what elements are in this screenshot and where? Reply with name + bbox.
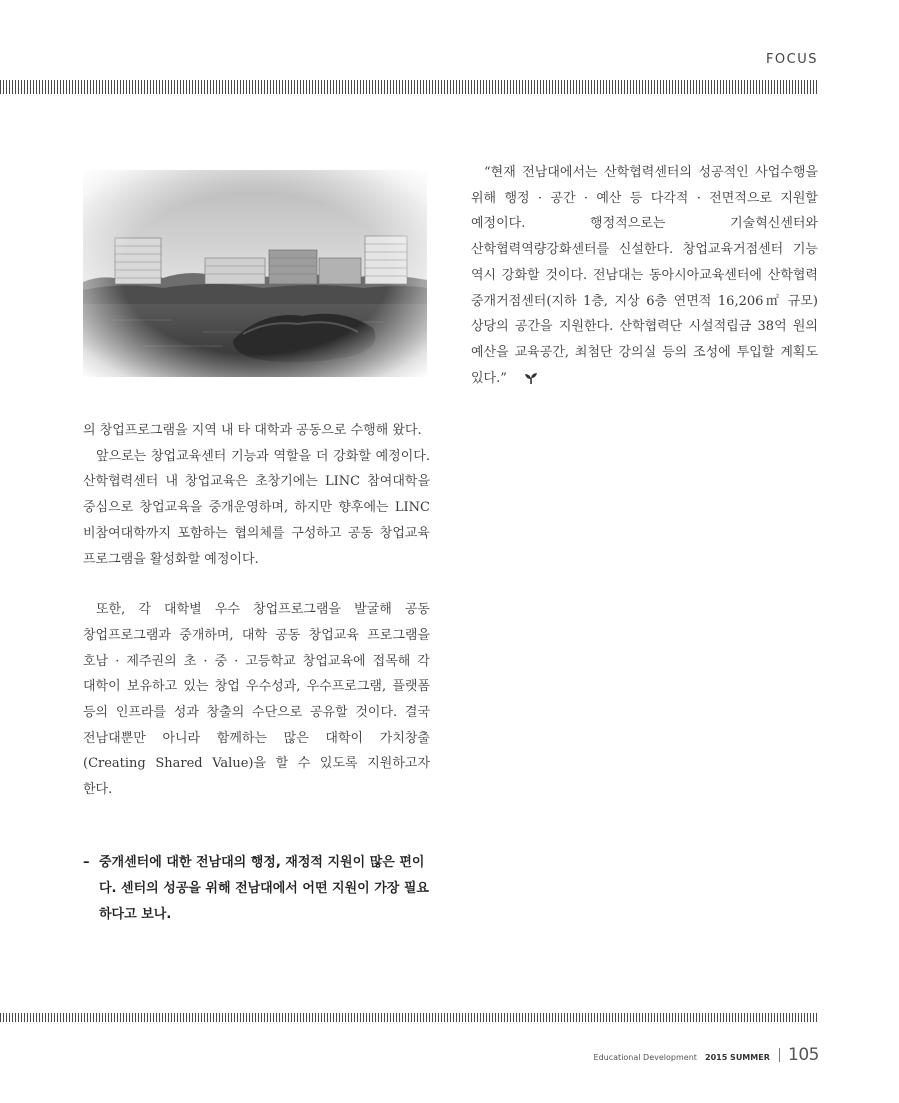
question-dash: –: [83, 855, 90, 870]
question-text: 중개센터에 대한 전남대의 행정, 재정적 지원이 많은 편이다. 센터의 성공을 위해 전남대에서 어떤 지원이 가장 필요하다고 보나.: [99, 855, 429, 922]
body-paragraph-2: 앞으로는 창업교육센터 기능과 역할을 더 강화할 예정이다. 산학협력센터 내 창업교육은 초창기에는 LINC 참여대학을 중심으로 창업교육을 중개운영하며, 하지만 향후에는 LINC 비참여대학까지 포함하는 협의체를 구성하고 공동 창업교육 프로그램을 활성화할 예정이다.: [83, 448, 430, 567]
page-footer: [594, 1045, 819, 1065]
section-label: FOCUS: [765, 52, 818, 67]
quote-paragraph: [471, 160, 818, 393]
sprout-icon: [511, 368, 538, 394]
interview-question: [83, 850, 430, 928]
quote-text: “현재 전남대에서는 산학협력센터의 성공적인 사업수행을 위해 행정 · 공간 · 예산 등 다각적 · 전면적으로 지원할 예정이다. 행정적으로는 기술혁신센터와 산학협력역량강화센터를 신설한다. 창업교육거점센터 기능 역시 강화할 것이다. 전남대는 동아시아교육센터에 산학협력 중개거점센터(지하 1층, 지상 6층 연면적 16,206㎡ 규모) 상당의 공간을 지원한다. 산학협력단 시설적립금 38억 원의 예산을 교육공간, 최첨단 강의실 등의 조성에 투입할 계획도 있다.”: [471, 165, 818, 386]
body-paragraph-3: 또한, 각 대학별 우수 창업프로그램을 발굴해 공동 창업프로그램과 중개하며, 대학 공동 창업교육 프로그램을 호남 · 제주권의 초 · 중 · 고등학교 창업교육에 접목해 각 대학이 보유하고 있는 창업 우수성과, 우수프로그램, 플랫폼 등의 인프라를 성과 창출의 수단으로 공유할 것이다. 결국 전남대뿐만 아니라 함께하는 많은 대학이 가치창출(Creating Shared Value)을 할 수 있도록 지원하고자 한다.: [83, 602, 430, 798]
header-stripe: [0, 80, 818, 94]
page-number: 105: [788, 1045, 819, 1065]
paragraph-gap: [83, 572, 430, 597]
campus-lake-photo: [83, 170, 427, 377]
magazine-name: Educational Development: [593, 1053, 697, 1062]
issue-label: 2015 SUMMER: [705, 1053, 770, 1062]
right-column: [471, 160, 818, 393]
left-column: [83, 418, 430, 803]
footer-separator: [779, 1048, 780, 1062]
body-paragraph-1: 의 창업프로그램을 지역 내 타 대학과 공동으로 수행해 왔다.: [83, 423, 422, 438]
footer-stripe: [0, 1013, 818, 1022]
